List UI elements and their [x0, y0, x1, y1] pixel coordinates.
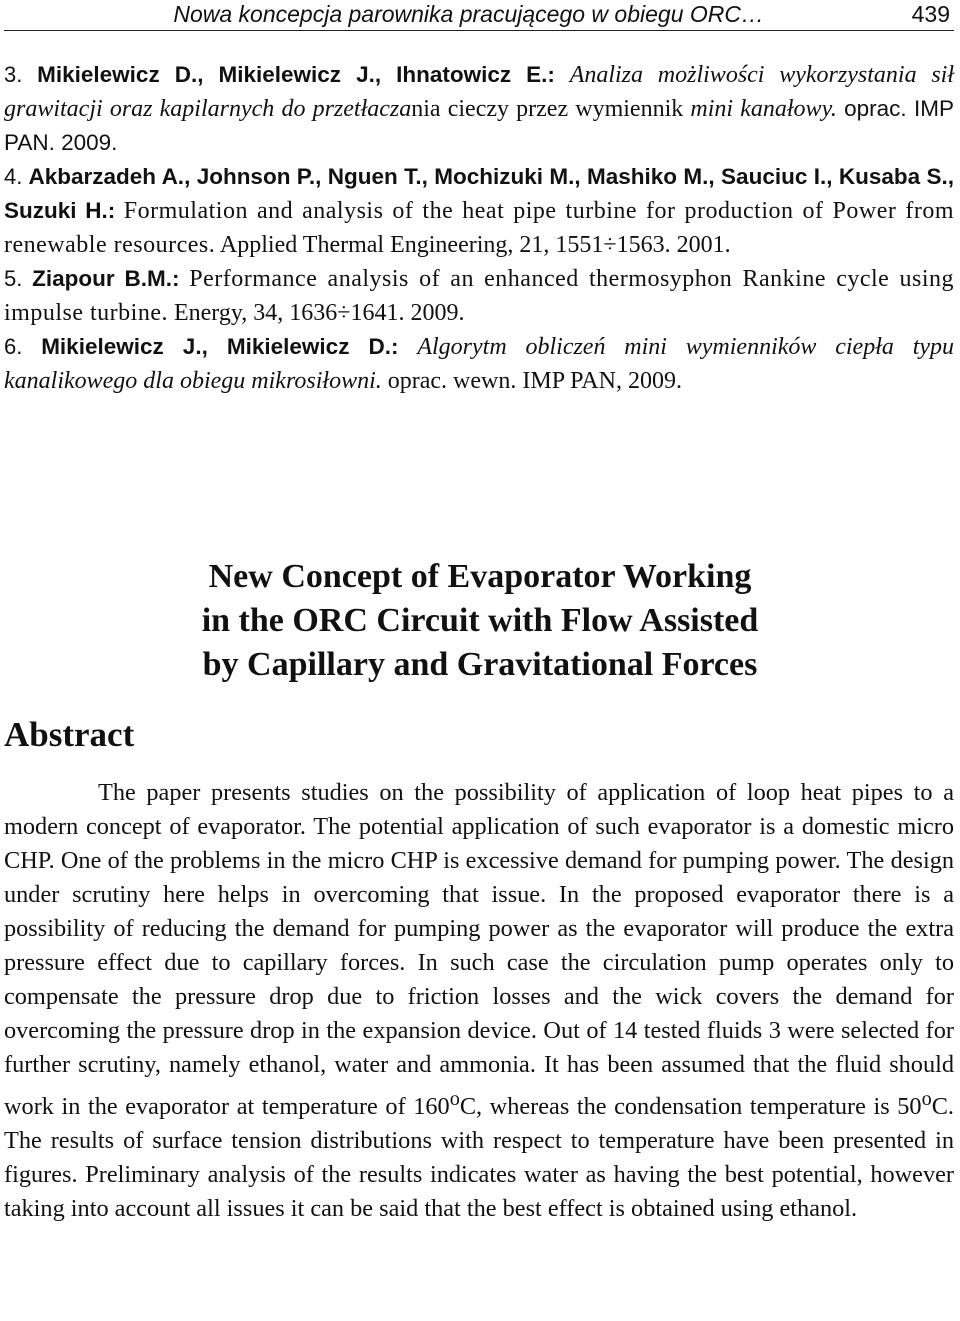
reference-number: 3. — [4, 62, 23, 87]
paper-title — [0, 555, 960, 687]
reference-title: Analiza możliwości wykorzystania sił grawitacji oraz kapilarnych do przetłacza — [4, 62, 955, 122]
abstract-body — [4, 776, 954, 1226]
reference-authors: Ziapour B.M.: — [32, 266, 180, 291]
reference-source: Energy, 34, 1636÷1641. 2009. — [173, 300, 465, 326]
running-header — [4, 0, 954, 31]
running-title: Nowa koncepcja parownika pracującego w obiegu ORC… — [173, 1, 764, 27]
reference-source: oprac. wewn. IMP PAN, 2009. — [387, 368, 682, 394]
page-number: 439 — [911, 1, 950, 27]
paper-title-line: in the ORC Circuit with Flow Assisted — [201, 602, 759, 639]
degree-superscript: o — [449, 1088, 460, 1110]
paper-title-line: New Concept of Evaporator Working — [208, 558, 752, 595]
reference-title: Formulation and analysis of the heat pipe turbine for production of Power from renewable resources. — [4, 198, 955, 258]
abstract-text: , whereas the condensation temperature is 50 — [476, 1093, 922, 1121]
reference-title: Performance analysis of an enhanced thermosyphon Rankine cycle using impulse turbine. — [4, 266, 955, 326]
reference-item — [4, 262, 954, 330]
reference-authors: Akbarzadeh A., Johnson P., Nguen T., Mochizuki M., Mashiko M., Sauciuc I., Kusaba S., Suzuki H.: — [4, 164, 954, 223]
reference-list — [4, 58, 954, 398]
reference-authors: Mikielewicz D., Mikielewicz J., Ihnatowicz E.: — [37, 62, 555, 87]
abstract-text: The paper presents studies on the possibility of application of loop heat pipes to a modern concept of evaporator. The potential application of such evaporator is a domestic micro CHP. One of the problems in the micro CHP is excessive demand for pumping power. The design under scrutiny here helps in overcoming that issue. In the proposed evaporator there is a possibility of reducing the demand for pumping power as the evaporator will produce the extra pressure effect due to capillary forces. In such case the circulation pump operates only to compensate the pressure drop due to friction losses and the wick covers the demand for overcoming the pressure drop in the expansion device. Out of 14 tested fluids 3 were selected for further scrutiny, namely ethanol, water and ammonia. It has been assumed that the fluid should work in the evaporator at temperature of 160 — [4, 779, 954, 1121]
reference-item — [4, 58, 954, 160]
paper-title-line: by Capillary and Gravitational Forces — [202, 646, 758, 683]
degree-superscript: o — [921, 1088, 932, 1110]
abstract-heading: Abstract — [4, 715, 135, 754]
reference-item — [4, 160, 954, 262]
reference-source: Applied Thermal Engineering, 21, 1551÷1563. 2001. — [219, 232, 731, 258]
reference-title-italic: mini kanałowy. — [690, 96, 837, 122]
reference-source: oprac. IMP PAN. 2009. — [4, 96, 955, 155]
reference-item — [4, 330, 954, 398]
abstract-text: . The results of surface tension distributions with respect to temperature have been presented in figures. Preliminary analysis of the results indicates water as having the best potential, however taking into account all issues it can be said that the best effect is obtained using ethanol. — [4, 1093, 954, 1223]
temperature-unit: C — [459, 1093, 477, 1121]
reference-number: 6. — [4, 334, 23, 359]
reference-authors: Mikielewicz J., Mikielewicz D.: — [41, 334, 399, 359]
reference-number: 5. — [4, 266, 23, 291]
temperature-unit: C — [931, 1093, 948, 1121]
reference-title-plain: nia cieczy przez wymiennik — [411, 96, 684, 122]
reference-title: Algorytm obliczeń mini wymienników ciepła typu kanalikowego dla obiegu mikrosiłowni. — [4, 334, 955, 394]
reference-number: 4. — [4, 164, 23, 189]
